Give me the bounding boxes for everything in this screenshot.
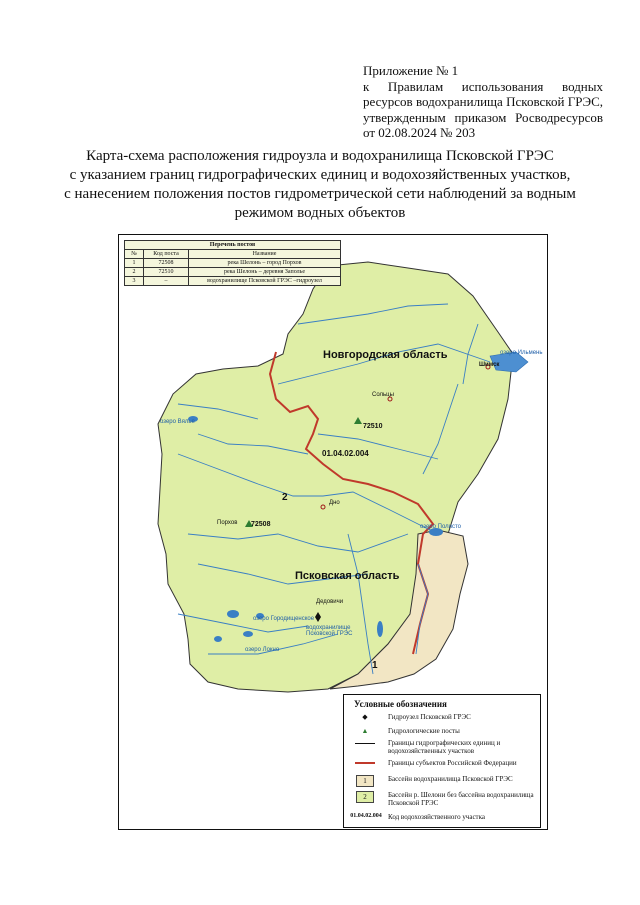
label-zone-1: 1 xyxy=(372,660,378,671)
red-line-icon xyxy=(354,759,376,767)
label-porkhov: Порхов xyxy=(217,520,238,526)
table-cell: – xyxy=(144,277,189,286)
table-cell: река Шелонь – город Порхов xyxy=(189,259,341,268)
appendix-line-3: ресурсов водохранилища Псковской ГРЭС, xyxy=(363,94,603,109)
label-dedovichi: Дедовичи xyxy=(316,599,344,605)
appendix-line-1: Приложение № 1 xyxy=(363,63,459,78)
appendix-line-4: утвержденным приказом Росводресурсов xyxy=(363,109,603,125)
posts-table xyxy=(124,240,341,286)
label-district-code: 01.04.02.004 xyxy=(322,449,369,458)
label-dno: Дно xyxy=(329,500,340,506)
posts-header-num: № xyxy=(125,250,144,259)
table-row xyxy=(125,268,341,277)
label-pskov-region: Псковская область xyxy=(295,570,400,582)
table-cell: 2 xyxy=(125,268,144,277)
box-text: 2 xyxy=(356,791,374,803)
label-lake-gorodishche: озеро Городищенское xyxy=(253,616,315,622)
label-lake-polisto: озеро Полисто xyxy=(420,524,462,530)
code-sample: 01.04.02.004 xyxy=(350,813,382,819)
posts-header-code: Код поста xyxy=(144,250,189,259)
label-zone-2: 2 xyxy=(282,492,288,503)
appendix-line-2: к Правилам использования водных xyxy=(363,78,603,94)
title-line-3: с нанесением положения постов гидрометрической сети наблюдений за водным xyxy=(64,186,576,202)
table-cell: водохранилище Псковской ГРЭС –гидроузел xyxy=(189,277,341,286)
document-title xyxy=(40,147,600,223)
label-shimsk: Шимск xyxy=(479,362,500,368)
table-cell: 3 xyxy=(125,277,144,286)
legend-label: Код водохозяйственного участка xyxy=(388,813,486,821)
title-line-2: с указанием границ гидрографических единиц и водохозяйственных участков, xyxy=(69,167,571,183)
posts-header-name: Название xyxy=(189,250,341,259)
label-lake-lokno: озеро Локно xyxy=(245,647,280,653)
table-cell: 72508 xyxy=(144,259,189,268)
table-row xyxy=(125,277,341,286)
legend-title: Условные обозначения xyxy=(354,699,447,709)
table-cell: 1 xyxy=(125,259,144,268)
posts-table-caption: Перечень постов xyxy=(125,241,341,250)
table-row xyxy=(125,259,341,268)
label-reservoir: водохранилище Псковской ГРЭС xyxy=(306,625,353,637)
appendix-line-5: от 02.08.2024 № 203 xyxy=(363,125,476,140)
legend-label: Бассейн водохранилища Псковской ГРЭС xyxy=(388,775,513,783)
label-post-72508: 72508 xyxy=(251,521,271,528)
title-line-4: режимом водных объектов xyxy=(234,205,406,221)
legend-label: Гидрологические посты xyxy=(388,727,460,735)
legend-label: Границы гидрографических единиц и водохозяйственных участков xyxy=(388,739,501,755)
label-post-72510: 72510 xyxy=(363,423,383,430)
basin-2-swatch xyxy=(354,791,376,803)
basin-1-swatch xyxy=(354,775,376,787)
table-cell: река Шелонь – деревня Заполье xyxy=(189,268,341,277)
triangle-icon: ▲ xyxy=(361,727,369,735)
black-line-icon xyxy=(354,739,376,747)
label-soltsy: Сольцы xyxy=(372,392,394,398)
label-lake-vyalye: озеро Вялье xyxy=(160,419,195,425)
title-line-1: Карта-схема расположения гидроузла и водохранилища Псковской ГРЭС xyxy=(86,148,554,164)
label-novgorod-region: Новгородская область xyxy=(323,349,448,361)
legend-label: Гидроузел Псковской ГРЭС xyxy=(388,713,471,721)
legend-label: Бассейн р. Шелони без бассейна водохранилища Псковской ГРЭС xyxy=(388,791,534,807)
label-lake-ilmen: озеро Ильмень xyxy=(500,350,543,356)
legend-label: Границы субъектов Российской Федерации xyxy=(388,759,517,767)
diamond-icon: ◆ xyxy=(362,713,368,721)
map-legend xyxy=(343,694,541,828)
appendix-note xyxy=(363,63,603,141)
table-cell: 72510 xyxy=(144,268,189,277)
box-text: 1 xyxy=(356,775,374,787)
